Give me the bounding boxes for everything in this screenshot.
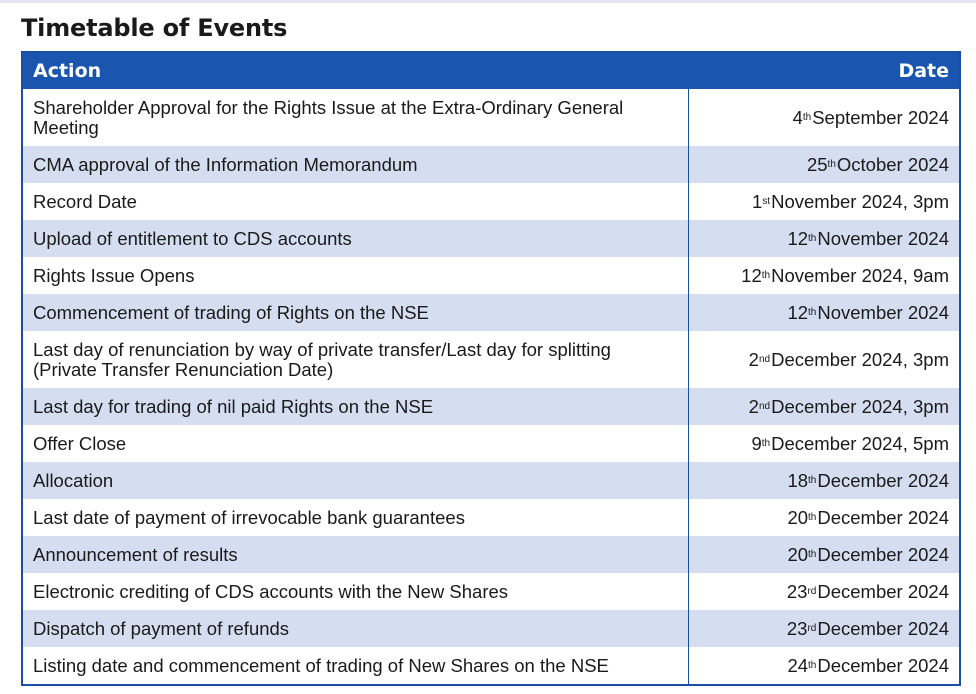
table-row: [23, 257, 959, 294]
row-action: Shareholder Approval for the Rights Issue at the Extra-Ordinary General Meeting: [23, 89, 689, 146]
row-action: Listing date and commencement of trading of New Shares on the NSE: [23, 647, 689, 684]
date-rest: December 2024, 3pm: [771, 395, 949, 417]
date-rest: November 2024: [817, 301, 949, 323]
table-row: [23, 425, 959, 462]
date-day: 12: [787, 227, 809, 249]
table-row: [23, 647, 959, 684]
page-title: Timetable of Events: [21, 14, 288, 42]
row-action: Upload of entitlement to CDS accounts: [23, 220, 689, 257]
row-action: Last day of renunciation by way of private transfer/Last day for splitting (Private Transfer Renunciation Date): [23, 331, 689, 388]
date-day: 18: [787, 469, 809, 491]
date-day: 9: [751, 432, 762, 454]
row-date: 20 th December 2024: [787, 543, 949, 565]
timetable-table: [21, 51, 961, 686]
date-rest: November 2024: [817, 227, 949, 249]
row-date: 23 rd December 2024: [786, 580, 949, 602]
date-day: 20: [787, 506, 809, 528]
header-date: Date: [898, 60, 949, 82]
table-row: [23, 536, 959, 573]
row-action: Record Date: [23, 183, 689, 220]
table-row: [23, 183, 959, 220]
date-rest: December 2024: [817, 543, 949, 565]
table-row: [23, 388, 959, 425]
date-rest: December 2024, 3pm: [771, 348, 949, 370]
date-rest: December 2024: [817, 506, 949, 528]
table-row: [23, 220, 959, 257]
row-action: Last date of payment of irrevocable bank guarantees: [23, 499, 689, 536]
top-border-line: [0, 0, 976, 3]
date-rest: December 2024: [817, 617, 949, 639]
table-row: [23, 610, 959, 647]
row-date: 1 st November 2024, 3pm: [752, 190, 949, 212]
date-day: 4: [792, 106, 803, 128]
date-day: 25: [806, 153, 828, 175]
row-date: 2 nd December 2024, 3pm: [748, 348, 949, 370]
row-date: 18 th December 2024: [787, 469, 949, 491]
date-rest: December 2024: [817, 580, 949, 602]
row-action: Commencement of trading of Rights on the NSE: [23, 294, 689, 331]
table-header: [23, 53, 959, 89]
date-rest: September 2024: [812, 106, 949, 128]
date-rest: November 2024, 9am: [771, 264, 949, 286]
date-day: 20: [787, 543, 809, 565]
row-date: 9 th December 2024, 5pm: [751, 432, 949, 454]
row-action: CMA approval of the Information Memorandum: [23, 146, 689, 183]
date-day: 12: [741, 264, 762, 286]
date-rest: December 2024: [817, 469, 949, 491]
table-row: [23, 573, 959, 610]
row-date: 12 th November 2024, 9am: [741, 264, 949, 286]
row-action: Offer Close: [23, 425, 689, 462]
table-row: [23, 331, 959, 388]
date-day: 23: [786, 617, 808, 639]
date-day: 1: [752, 190, 763, 212]
date-day: 12: [787, 301, 809, 323]
row-action: Rights Issue Opens: [23, 257, 689, 294]
row-date: 2 nd December 2024, 3pm: [748, 395, 949, 417]
table-row: [23, 146, 959, 183]
row-action: Electronic crediting of CDS accounts with the New Shares: [23, 573, 689, 610]
date-day: 2: [748, 395, 759, 417]
row-date: 12 th November 2024: [787, 227, 949, 249]
row-date: 24 th December 2024: [787, 654, 949, 676]
row-action: Last day for trading of nil paid Rights on the NSE: [23, 388, 689, 425]
row-date: 25 th October 2024: [806, 153, 949, 175]
table-row: [23, 462, 959, 499]
date-rest: November 2024, 3pm: [771, 190, 949, 212]
row-date: 20 th December 2024: [787, 506, 949, 528]
table-row: [23, 294, 959, 331]
row-date: 23 rd December 2024: [786, 617, 949, 639]
row-date: 4 th September 2024: [792, 106, 949, 128]
header-action: Action: [33, 60, 102, 82]
row-action: Dispatch of payment of refunds: [23, 610, 689, 647]
date-rest: October 2024: [836, 153, 949, 175]
table-body: [23, 89, 959, 684]
date-rest: December 2024: [817, 654, 949, 676]
table-row: [23, 499, 959, 536]
row-date: 12 th November 2024: [787, 301, 949, 323]
row-action: Announcement of results: [23, 536, 689, 573]
row-action: Allocation: [23, 462, 689, 499]
table-row: [23, 89, 959, 146]
date-rest: December 2024, 5pm: [771, 432, 949, 454]
date-day: 2: [748, 348, 759, 370]
date-day: 24: [787, 654, 809, 676]
date-day: 23: [786, 580, 808, 602]
